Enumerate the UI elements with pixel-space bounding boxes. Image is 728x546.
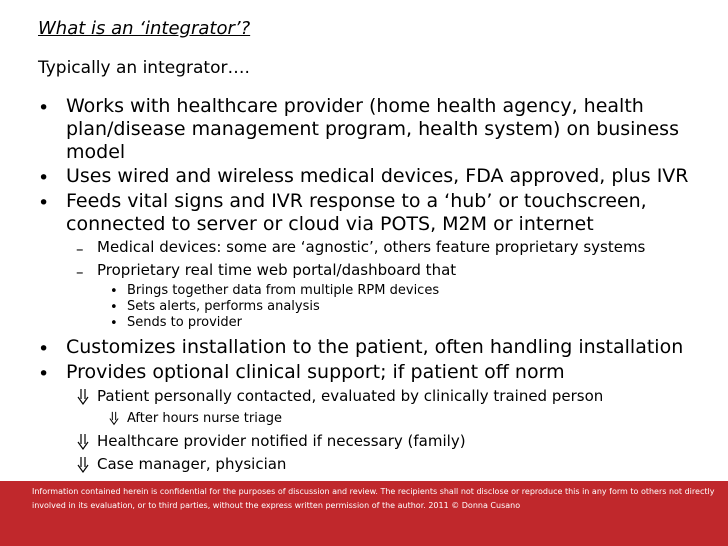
down-arrow-icon	[76, 456, 90, 474]
bullet-3-line-2: connected to server or cloud via POTS, M2M or internet	[66, 213, 594, 235]
bullet-marker: •	[110, 316, 118, 331]
arrow-sub-item: After hours nurse triage	[127, 411, 283, 426]
arrow-item-1: Patient personally contacted, evaluated by clinically trained person	[97, 387, 604, 405]
down-arrow-icon	[108, 411, 120, 426]
footer-disclaimer	[32, 485, 722, 513]
slide-subtitle: Typically an integrator….	[38, 58, 250, 78]
slide-title: What is an ‘integrator’?	[38, 18, 251, 39]
sub-sub-bullet-1: Brings together data from multiple RPM devices	[127, 283, 440, 298]
bullet-1-line-2: plan/disease management program, health system) on business	[66, 118, 679, 140]
bullet-3-line-1: Feeds vital signs and IVR response to a ‘hub’ or touchscreen,	[66, 190, 647, 212]
bullet-marker: •	[110, 284, 118, 299]
sub-sub-bullet-3: Sends to provider	[127, 315, 242, 330]
bullet-2: Uses wired and wireless medical devices, FDA approved, plus IVR	[66, 165, 689, 187]
dash-marker: –	[76, 240, 84, 258]
footer-line-1: Information contained herein is confidential for the purposes of discussion and review. The recipients shall not disclose or reproduce this in any form to others not directly	[32, 487, 715, 496]
down-arrow-icon	[76, 433, 90, 451]
sub-sub-bullet-2: Sets alerts, performs analysis	[127, 299, 320, 314]
bullet-marker: •	[38, 97, 50, 119]
bullet-marker: •	[38, 167, 50, 189]
sub-bullet-2: Proprietary real time web portal/dashboard that	[97, 261, 457, 279]
bullet-5: Provides optional clinical support; if patient off norm	[66, 361, 565, 383]
bullet-4: Customizes installation to the patient, often handling installation	[66, 336, 684, 358]
bullet-1-line-3: model	[66, 141, 126, 163]
bullet-marker: •	[38, 192, 50, 214]
arrow-item-2: Healthcare provider notified if necessary (family)	[97, 432, 466, 450]
bullet-marker: •	[38, 338, 50, 360]
bullet-1-line-1: Works with healthcare provider (home health agency, health	[66, 95, 644, 117]
bullet-marker: •	[38, 363, 50, 385]
arrow-item-3: Case manager, physician	[97, 455, 287, 473]
sub-bullet-1: Medical devices: some are ‘agnostic’, others feature proprietary systems	[97, 238, 646, 256]
footer-line-2: involved in its evaluation, or to third parties, without the express written permission of the author. 2011 © Donna Cusano	[32, 501, 521, 510]
bullet-marker: •	[110, 300, 118, 315]
down-arrow-icon	[76, 388, 90, 406]
dash-marker: –	[76, 263, 84, 281]
